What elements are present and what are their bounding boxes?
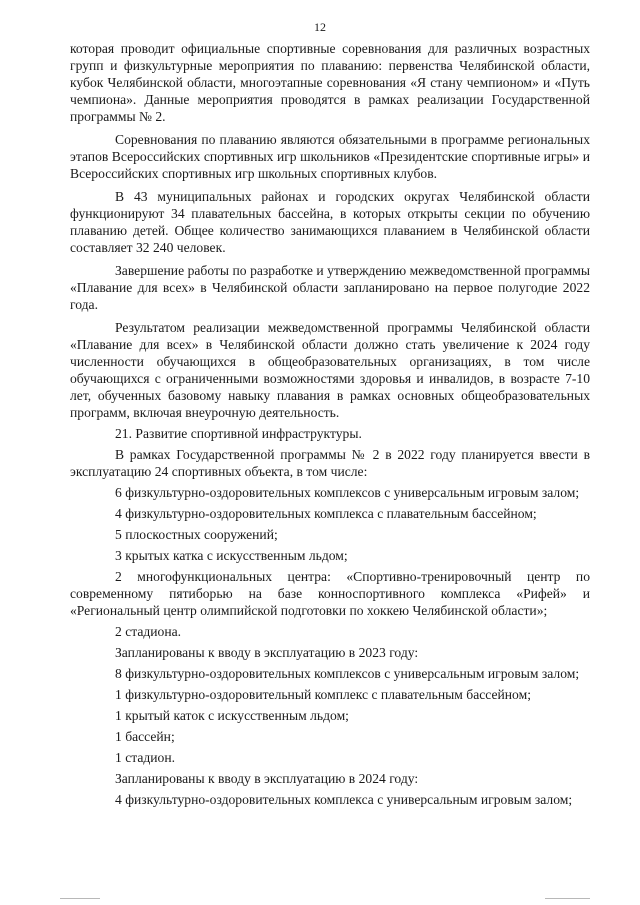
page-number: 12 — [314, 20, 326, 34]
list-item: 1 физкультурно-оздоровительный комплекс с плавательным бассейном; — [115, 687, 531, 702]
list-item: 4 физкультурно-оздоровительных комплекса с плавательным бассейном; — [115, 506, 537, 521]
list-item: 2 стадиона. — [115, 624, 182, 639]
list-item: 8 физкультурно-оздоровительных комплексов с универсальным игровым залом; — [115, 666, 580, 681]
list-item: 6 физкультурно-оздоровительных комплексов с универсальным игровым залом; — [115, 485, 580, 500]
list-item: 1 крытый каток с искусственным льдом; — [115, 708, 349, 723]
list-item: 1 стадион. — [115, 750, 176, 765]
paragraph: Запланированы к вводу в эксплуатацию в 2024 году: — [115, 771, 419, 786]
list-item: 4 физкультурно-оздоровительных комплекса с универсальным игровым залом; — [115, 792, 573, 807]
section-heading: 21. Развитие спортивной инфраструктуры. — [115, 426, 362, 441]
list-item: 1 бассейн; — [115, 729, 175, 744]
list-item: 2 многофункциональных центра: «Спортивно-тренировочный центр по современному пятиборью на базе конноспортивного комплекса «Рифей» и «Региональный центр олимпийской подготовки по хоккею Челябинской области»; — [70, 569, 590, 618]
document-body — [70, 40, 590, 808]
paragraph: Завершение работы по разработке и утверждению межведомственной программы «Плавание для всех» в Челябинской области запланировано на первое полугодие 2022 года. — [70, 263, 590, 312]
scan-mark-left — [60, 898, 100, 899]
paragraph: Результатом реализации межведомственной программы Челябинской области «Плавание для всех» в Челябинской области должно стать увеличение к 2024 году численности обучающихся в общеобразовательных организациях, в том числе обучающихся с ограниченными возможностями здоровья и инвалидов, в возрасте 7-10 лет, обученных базовому навыку плавания в рамках основных общеобразовательных программ, включая внеурочную деятельность. — [70, 320, 590, 420]
paragraph: Запланированы к вводу в эксплуатацию в 2023 году: — [115, 645, 419, 660]
paragraph: В рамках Государственной программы № 2 в 2022 году планируется ввести в эксплуатацию 24 спортивных объекта, в том числе: — [70, 447, 590, 479]
scan-mark-right — [545, 898, 590, 899]
paragraph: Соревнования по плаванию являются обязательными в программе региональных этапов Всероссийских спортивных игр школьников «Президентские спортивные игры» и Всероссийских спортивных игр школьных спортивных клубов. — [70, 132, 590, 181]
paragraph: В 43 муниципальных районах и городских округах Челябинской области функционируют 34 плавательных бассейна, в которых открыты секции по обучению плаванию детей. Общее количество занимающихся плаванием в Челябинской области составляет 32 240 человек. — [70, 189, 590, 255]
paragraph: которая проводит официальные спортивные соревнования для различных возрастных групп и физкультурные мероприятия по плаванию: первенства Челябинской области, кубок Челябинской области, многоэтапные соревнования «Я стану чемпионом» и «Путь чемпиона». Данные мероприятия проводятся в рамках реализации Государственной программы № 2. — [70, 41, 590, 124]
list-item: 5 плоскостных сооружений; — [115, 527, 278, 542]
list-item: 3 крытых катка с искусственным льдом; — [115, 548, 348, 563]
